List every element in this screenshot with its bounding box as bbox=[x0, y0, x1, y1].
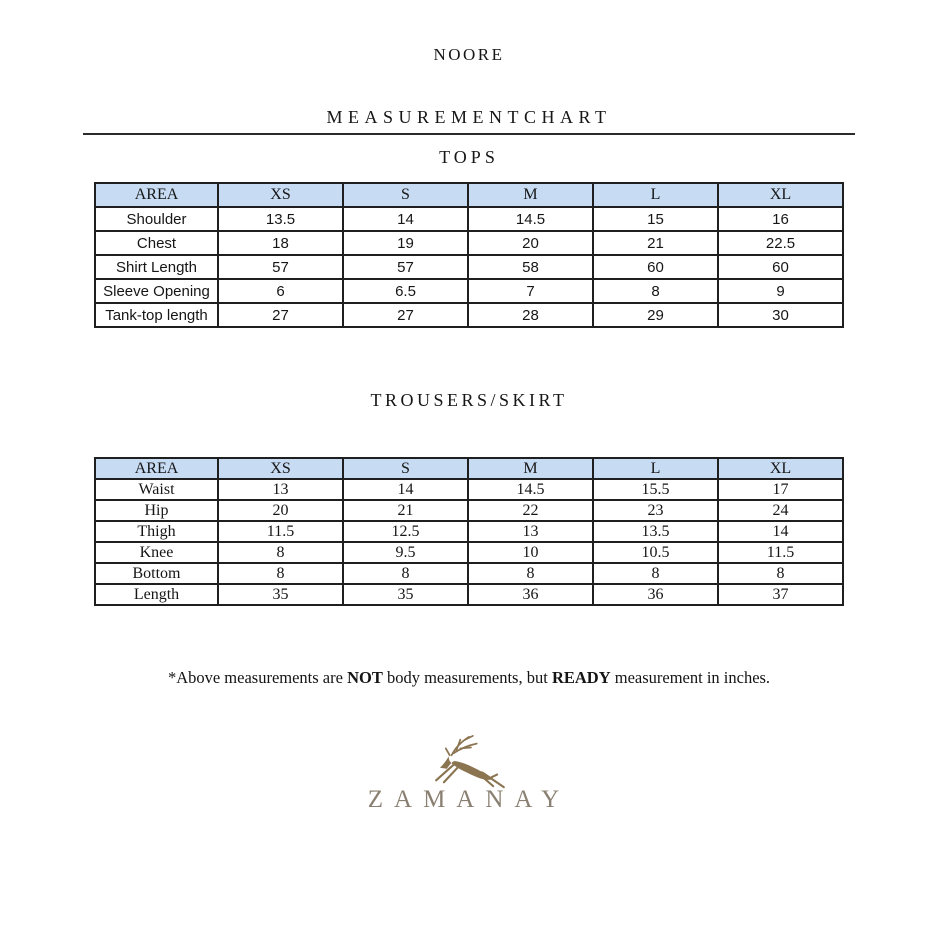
trousers-skirt-measurement-table bbox=[94, 457, 844, 606]
section-title-trousers-skirt: TROUSERS/SKIRT bbox=[370, 390, 568, 410]
value-cell: 9 bbox=[718, 279, 843, 303]
brand-header: NOORE bbox=[433, 45, 505, 64]
table-row bbox=[95, 207, 843, 231]
section-title-tops: TOPS bbox=[439, 147, 499, 167]
column-header: AREA bbox=[95, 458, 218, 479]
value-cell: 8 bbox=[593, 563, 718, 584]
value-cell: 14.5 bbox=[468, 479, 593, 500]
table-row bbox=[95, 500, 843, 521]
column-header: M bbox=[468, 458, 593, 479]
value-cell: 8 bbox=[718, 563, 843, 584]
value-cell: 10.5 bbox=[593, 542, 718, 563]
value-cell: 8 bbox=[218, 542, 343, 563]
value-cell: 58 bbox=[468, 255, 593, 279]
table-row bbox=[95, 563, 843, 584]
table-row bbox=[95, 231, 843, 255]
value-cell: 15 bbox=[593, 207, 718, 231]
value-cell: 11.5 bbox=[718, 542, 843, 563]
column-header: M bbox=[468, 183, 593, 207]
column-header: L bbox=[593, 458, 718, 479]
title-divider bbox=[83, 133, 855, 135]
value-cell: 13.5 bbox=[593, 521, 718, 542]
value-cell: 29 bbox=[593, 303, 718, 327]
table-header-row bbox=[95, 458, 843, 479]
table-row bbox=[95, 521, 843, 542]
column-header: S bbox=[343, 458, 468, 479]
value-cell: 14 bbox=[343, 207, 468, 231]
table-row bbox=[95, 279, 843, 303]
area-cell: Waist bbox=[95, 479, 218, 500]
value-cell: 27 bbox=[343, 303, 468, 327]
column-header: XL bbox=[718, 458, 843, 479]
value-cell: 13 bbox=[218, 479, 343, 500]
table-row bbox=[95, 479, 843, 500]
area-cell: Hip bbox=[95, 500, 218, 521]
table-row bbox=[95, 303, 843, 327]
value-cell: 6.5 bbox=[343, 279, 468, 303]
value-cell: 36 bbox=[468, 584, 593, 605]
value-cell: 8 bbox=[468, 563, 593, 584]
measurement-note bbox=[0, 668, 938, 688]
value-cell: 11.5 bbox=[218, 521, 343, 542]
value-cell: 8 bbox=[218, 563, 343, 584]
value-cell: 10 bbox=[468, 542, 593, 563]
note-bold-text: READY bbox=[551, 668, 611, 687]
area-cell: Thigh bbox=[95, 521, 218, 542]
page-title: MEASUREMENTCHART bbox=[326, 107, 612, 127]
note-text: *Above measurements are bbox=[167, 668, 348, 687]
value-cell: 60 bbox=[718, 255, 843, 279]
note-text: measurement in inches. bbox=[610, 668, 771, 687]
value-cell: 16 bbox=[718, 207, 843, 231]
table-row bbox=[95, 255, 843, 279]
value-cell: 60 bbox=[593, 255, 718, 279]
area-cell: Bottom bbox=[95, 563, 218, 584]
value-cell: 15.5 bbox=[593, 479, 718, 500]
value-cell: 20 bbox=[468, 231, 593, 255]
value-cell: 27 bbox=[218, 303, 343, 327]
value-cell: 6 bbox=[218, 279, 343, 303]
value-cell: 12.5 bbox=[343, 521, 468, 542]
note-text: body measurements, but bbox=[382, 668, 552, 687]
value-cell: 19 bbox=[343, 231, 468, 255]
value-cell: 17 bbox=[718, 479, 843, 500]
value-cell: 36 bbox=[593, 584, 718, 605]
table-header-row bbox=[95, 183, 843, 207]
value-cell: 28 bbox=[468, 303, 593, 327]
value-cell: 20 bbox=[218, 500, 343, 521]
area-cell: Knee bbox=[95, 542, 218, 563]
value-cell: 24 bbox=[718, 500, 843, 521]
column-header: XL bbox=[718, 183, 843, 207]
value-cell: 35 bbox=[343, 584, 468, 605]
area-cell: Shoulder bbox=[95, 207, 218, 231]
value-cell: 22 bbox=[468, 500, 593, 521]
value-cell: 22.5 bbox=[718, 231, 843, 255]
value-cell: 18 bbox=[218, 231, 343, 255]
value-cell: 8 bbox=[343, 563, 468, 584]
deer-icon bbox=[421, 732, 517, 790]
area-cell: Length bbox=[95, 584, 218, 605]
table-row bbox=[95, 542, 843, 563]
table-row bbox=[95, 584, 843, 605]
value-cell: 14 bbox=[343, 479, 468, 500]
note-bold-text: NOT bbox=[347, 668, 383, 687]
column-header: L bbox=[593, 183, 718, 207]
value-cell: 7 bbox=[468, 279, 593, 303]
area-cell: Shirt Length bbox=[95, 255, 218, 279]
value-cell: 8 bbox=[593, 279, 718, 303]
value-cell: 14.5 bbox=[468, 207, 593, 231]
value-cell: 23 bbox=[593, 500, 718, 521]
value-cell: 30 bbox=[718, 303, 843, 327]
brand-logo bbox=[0, 732, 938, 814]
value-cell: 57 bbox=[343, 255, 468, 279]
area-cell: Chest bbox=[95, 231, 218, 255]
column-header: AREA bbox=[95, 183, 218, 207]
tops-measurement-table bbox=[94, 182, 844, 328]
value-cell: 9.5 bbox=[343, 542, 468, 563]
brand-name: ZAMANAY bbox=[367, 786, 571, 813]
area-cell: Tank-top length bbox=[95, 303, 218, 327]
value-cell: 13 bbox=[468, 521, 593, 542]
value-cell: 13.5 bbox=[218, 207, 343, 231]
value-cell: 21 bbox=[593, 231, 718, 255]
column-header: S bbox=[343, 183, 468, 207]
value-cell: 37 bbox=[718, 584, 843, 605]
column-header: XS bbox=[218, 183, 343, 207]
value-cell: 21 bbox=[343, 500, 468, 521]
value-cell: 57 bbox=[218, 255, 343, 279]
area-cell: Sleeve Opening bbox=[95, 279, 218, 303]
value-cell: 35 bbox=[218, 584, 343, 605]
value-cell: 14 bbox=[718, 521, 843, 542]
column-header: XS bbox=[218, 458, 343, 479]
